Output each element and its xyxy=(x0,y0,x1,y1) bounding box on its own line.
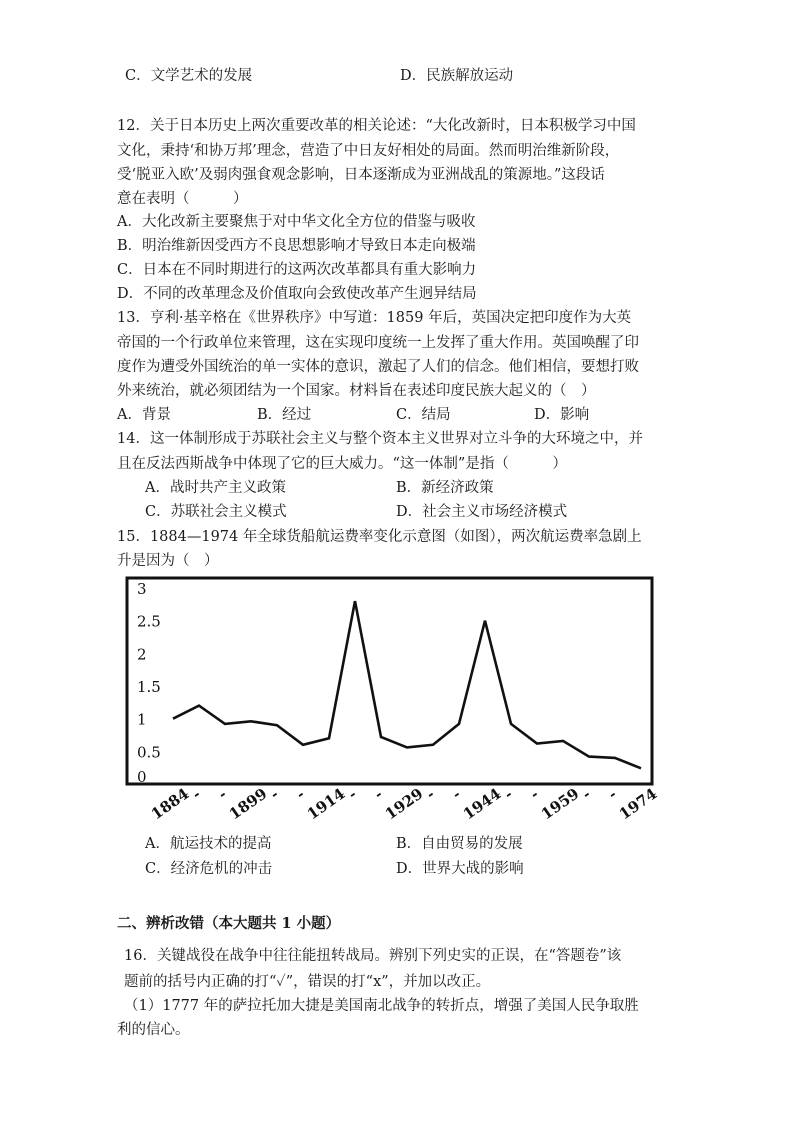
q15-option-d: D．世界大战的影响 xyxy=(396,861,524,877)
y-tick-label: 3 xyxy=(137,580,147,598)
q16-stem-line-1: 16．关键战役在战争中往往能扭转战局。辨别下列史实的正误，在“答题卷”该 xyxy=(124,948,622,964)
q12-stem-line-4: 意在表明（ ） xyxy=(117,191,248,207)
q15-option-b: B．自由贸易的发展 xyxy=(396,836,523,852)
y-tick-label: 2.5 xyxy=(137,612,161,631)
q12-stem-line-2: 文化，秉持‘和协万邦’理念，营造了中日友好相处的局面。然而明治维新阶段， xyxy=(117,143,620,159)
x-tick-label: - xyxy=(189,786,204,803)
q12-option-d: D．不同的改革理念及价值取向会致使改革产生迥异结局 xyxy=(117,286,477,302)
freight-rate-chart xyxy=(125,576,661,824)
q13-option-a: A．背景 xyxy=(117,407,171,423)
y-tick-label: 1 xyxy=(137,710,147,729)
q14-stem-line-2: 且在反法西斯战争中体现了它的巨大威力。“这一体制”是指（ ） xyxy=(117,456,567,472)
x-tick-label: - xyxy=(527,786,542,803)
q14-option-c: C．苏联社会主义模式 xyxy=(145,504,287,520)
q15-option-a: A．航运技术的提高 xyxy=(145,836,272,852)
x-tick-label: 1914 xyxy=(303,784,349,824)
q12-option-b: B．明治维新因受西方不良思想影响才导致日本走向极端 xyxy=(117,238,476,254)
q13-stem-line-1: 13．亨利·基辛格在《世界秩序》中写道：1859 年后，英国决定把印度作为大英 xyxy=(117,310,632,326)
q16-subquestion-1-line-2: 利的信心。 xyxy=(117,1022,190,1038)
q12-option-c: C．日本在不同时期进行的这两次改革都具有重大影响力 xyxy=(117,262,477,278)
q14-option-a: A．战时共产主义政策 xyxy=(145,480,286,496)
x-tick-label: - xyxy=(293,786,308,803)
q14-option-d: D．社会主义市场经济模式 xyxy=(396,504,568,520)
q13-stem-line-4: 外来统治，就必须团结为一个国家。材料旨在表述印度民族大起义的（ ） xyxy=(117,383,596,399)
x-tick-label: 1944 xyxy=(459,784,505,824)
chart-frame xyxy=(127,578,652,784)
q14-option-b: B．新经济政策 xyxy=(396,480,494,496)
x-tick-label: - xyxy=(267,786,282,803)
q13-option-c: C．结局 xyxy=(396,407,451,423)
x-tick-label: 1884 xyxy=(147,784,193,824)
section-2-title: 二、辨析改错（本大题共 1 小题） xyxy=(117,915,341,932)
q11-option-c: C．文学艺术的发展 xyxy=(125,68,253,84)
q11-option-d: D．民族解放运动 xyxy=(400,68,514,84)
q14-stem-line-1: 14．这一体制形成于苏联社会主义与整个资本主义世界对立斗争的大环境之中，并 xyxy=(117,431,643,447)
q13-option-b: B．经过 xyxy=(257,407,312,423)
x-tick-label: 1929 xyxy=(381,784,427,824)
x-tick-label: 1899 xyxy=(225,784,271,824)
series-line xyxy=(173,601,641,768)
x-tick-label: - xyxy=(579,786,594,803)
x-tick-label: 1974 xyxy=(615,784,661,824)
y-tick-label: 0 xyxy=(137,768,147,786)
q16-stem-line-2: 题前的括号内正确的打“✓”，错误的打“x”，并加以改正。 xyxy=(124,974,491,990)
y-tick-label: 1.5 xyxy=(137,678,161,696)
x-tick-label: - xyxy=(371,786,386,803)
q13-option-d: D．影响 xyxy=(534,407,590,423)
q15-stem-line-2: 升是因为（ ） xyxy=(117,553,219,569)
q16-subquestion-1-line-1: （1）1777 年的萨拉托加大捷是美国南北战争的转折点，增强了美国人民争取胜 xyxy=(124,998,639,1014)
x-tick-label: - xyxy=(215,786,230,803)
x-tick-label: - xyxy=(605,786,620,803)
q13-stem-line-2: 帝国的一个行政单位来管理，这在实现印度统一上发挥了重大作用。英国唤醒了印 xyxy=(117,335,639,351)
x-tick-label: - xyxy=(449,786,464,803)
q12-option-a: A．大化改新主要聚焦于对中华文化全方位的借鉴与吸收 xyxy=(117,214,476,230)
x-tick-label: - xyxy=(423,786,438,803)
q15-option-c: C．经济危机的冲击 xyxy=(145,861,273,877)
q12-stem-line-3: 受‘脱亚入欧’及弱肉强食观念影响，日本逐渐成为亚洲战乱的策源地。”这段话 xyxy=(117,167,605,183)
y-tick-label: 2 xyxy=(137,645,147,664)
x-tick-label: 1959 xyxy=(537,784,583,824)
q12-stem-line-1: 12．关于日本历史上两次重要改革的相关论述：“大化改新时，日本积极学习中国 xyxy=(117,118,636,134)
q15-stem-line-1: 15．1884—1974 年全球货船航运费率变化示意图（如图），两次航运费率急剧上 xyxy=(117,529,642,545)
q13-stem-line-3: 度作为遭受外国统治的单一实体的意识，激起了人们的信念。他们相信，要想打败 xyxy=(117,359,639,375)
x-tick-label: - xyxy=(501,786,516,803)
x-tick-label: - xyxy=(345,786,360,803)
y-tick-label: 0.5 xyxy=(137,743,161,762)
freight-rate-chart-svg xyxy=(125,576,661,824)
